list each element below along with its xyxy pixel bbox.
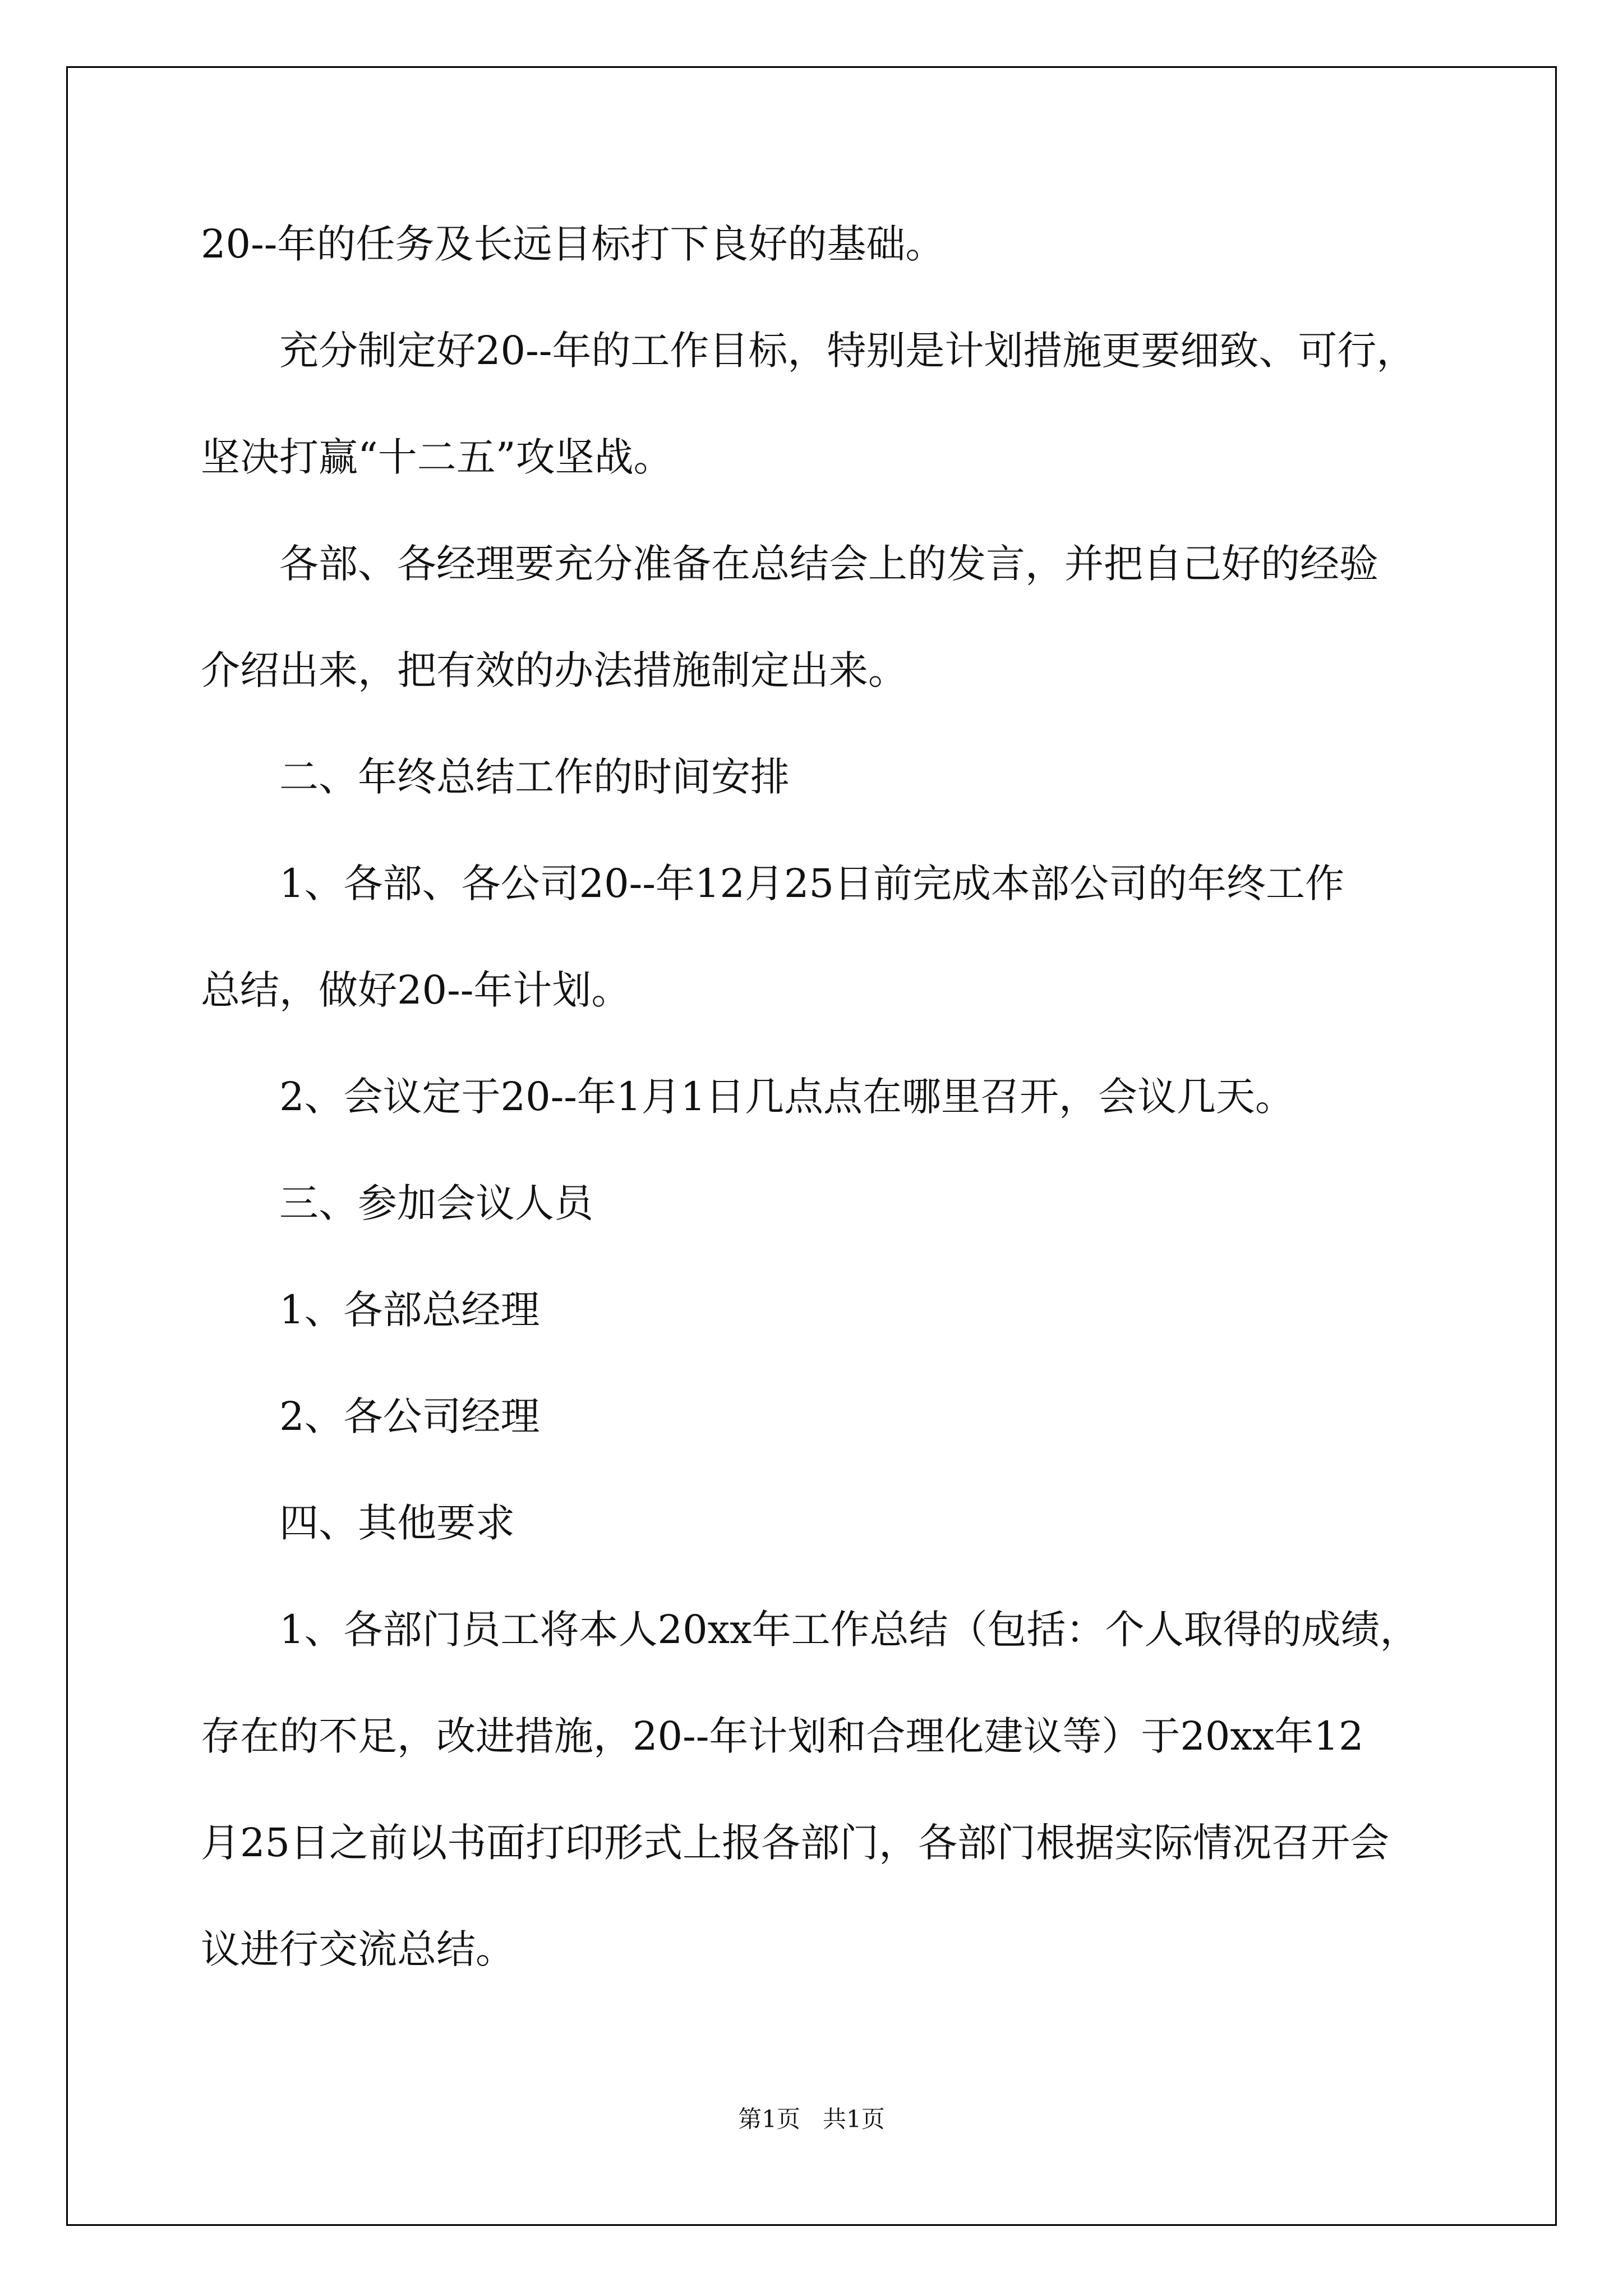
section-heading-other-requirements: 四、其他要求 bbox=[279, 1500, 515, 1546]
paragraph-3-line-1: 各部、各经理要充分准备在总结会上的发言，并把自己好的经验 bbox=[279, 541, 1378, 587]
paragraph-1-line-1: 20--年的任务及长远目标打下良好的基础。 bbox=[201, 221, 945, 267]
section-heading-schedule: 二、年终总结工作的时间安排 bbox=[279, 754, 790, 800]
paragraph-2-line-2: 坚决打赢“十二五”攻坚战。 bbox=[201, 434, 673, 480]
page-number-footer: 第1页 共1页 bbox=[738, 2105, 885, 2133]
document-body bbox=[201, 191, 1468, 2003]
schedule-item-1-line-2: 总结，做好20--年计划。 bbox=[201, 967, 631, 1013]
schedule-item-1-line-1: 1、各部、各公司20--年12月25日前完成本部公司的年终工作 bbox=[279, 861, 1345, 907]
section-heading-attendees: 三、参加会议人员 bbox=[279, 1180, 593, 1226]
attendee-item-2: 2、各公司经理 bbox=[279, 1393, 540, 1439]
requirement-item-1-line-2: 存在的不足，改进措施，20--年计划和合理化建议等）于20xx年12 bbox=[201, 1713, 1364, 1759]
paragraph-3-line-2: 介绍出来，把有效的办法措施制定出来。 bbox=[201, 647, 907, 693]
requirement-item-1-line-1: 1、各部门员工将本人20xx年工作总结（包括：个人取得的成绩， bbox=[279, 1607, 1419, 1653]
attendee-item-1: 1、各部总经理 bbox=[279, 1287, 540, 1333]
requirement-item-1-line-4: 议进行交流总结。 bbox=[201, 1926, 515, 1972]
paragraph-2-line-1: 充分制定好20--年的工作目标，特别是计划措施更要细致、可行， bbox=[279, 328, 1416, 374]
requirement-item-1-line-3: 月25日之前以书面打印形式上报各部门，各部门根据实际情况召开会 bbox=[201, 1820, 1390, 1866]
schedule-item-2: 2、会议定于20--年1月1日几点点在哪里召开，会议几天。 bbox=[279, 1074, 1294, 1120]
